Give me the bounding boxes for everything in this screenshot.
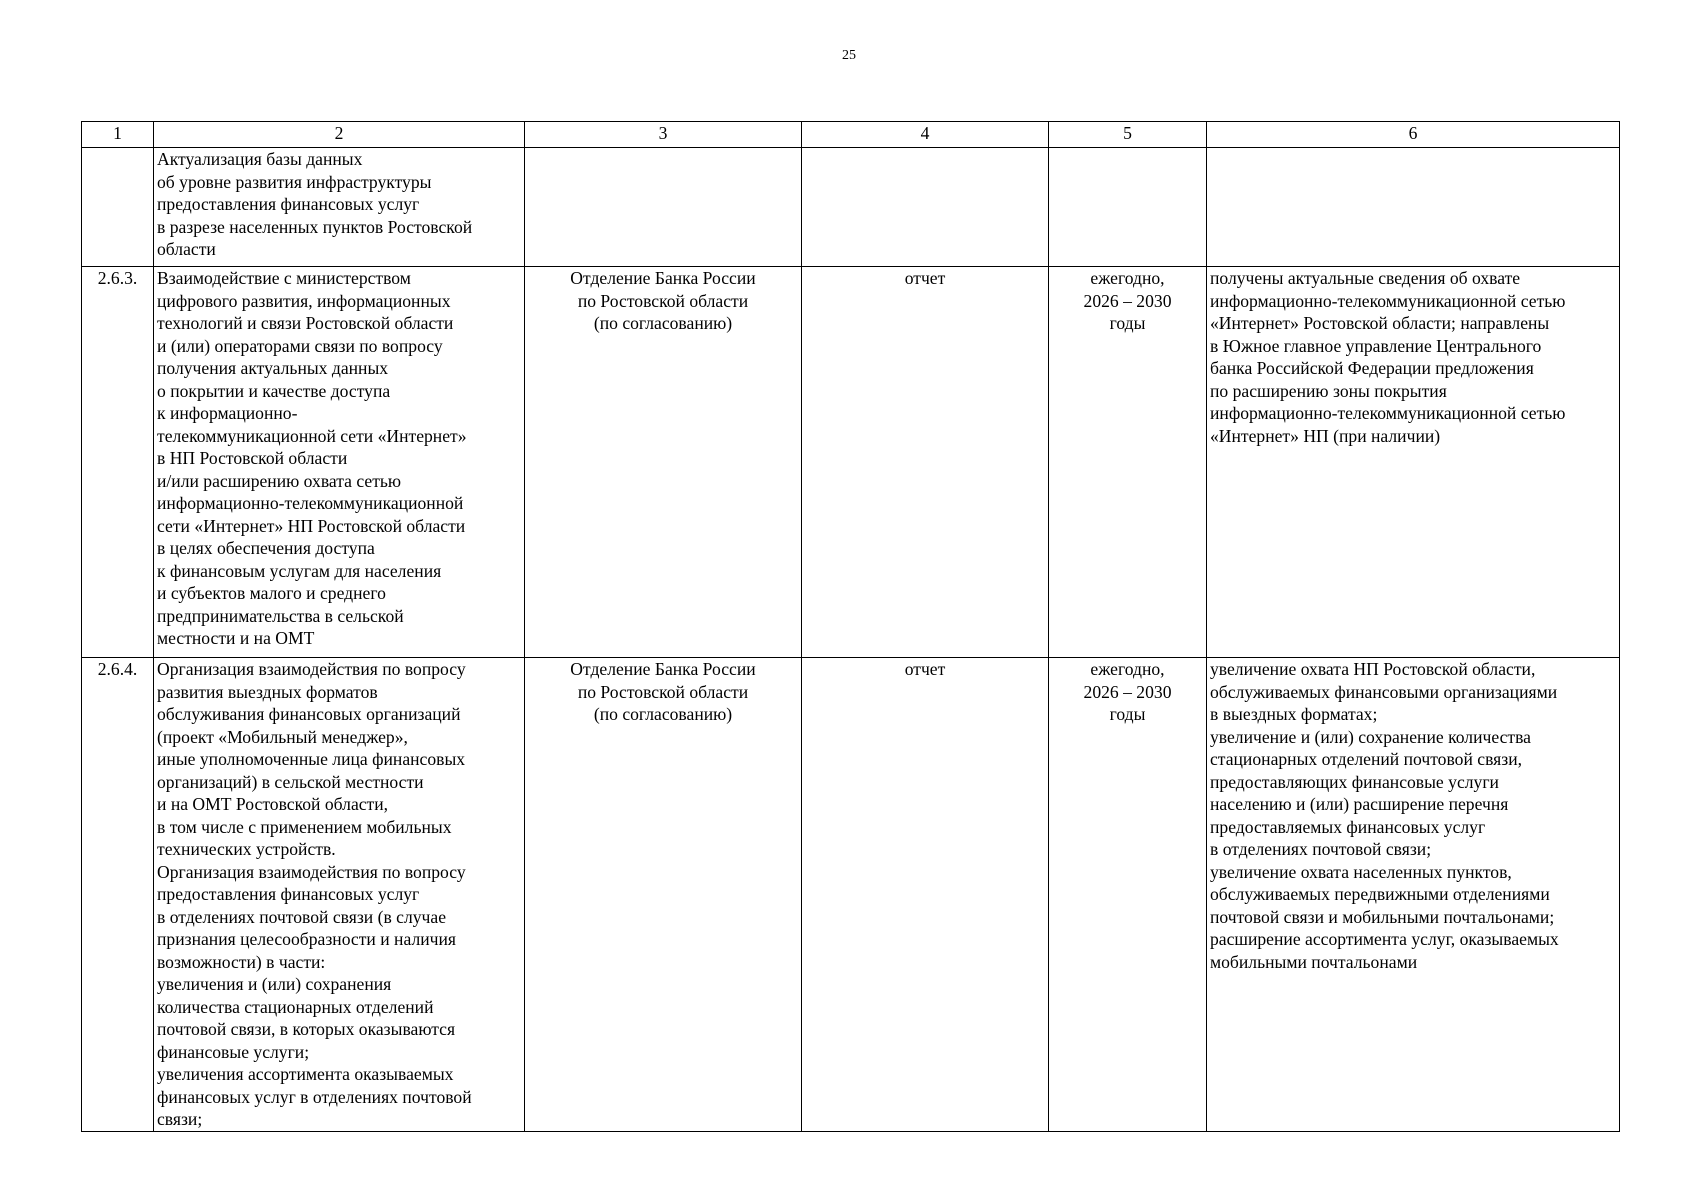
cell-text-line: предоставляющих финансовые услуги xyxy=(1210,771,1499,792)
cell-text-line: местности и на ОМТ xyxy=(157,628,315,648)
document-cell: отчет xyxy=(802,658,1049,1132)
cell-text-line: по Ростовской области xyxy=(577,290,749,311)
cell-text-line: «Интернет» НП (при наличии) xyxy=(1210,425,1441,446)
cell-text-line: банка Российской Федерации предложения xyxy=(1210,358,1534,378)
cell-text-line: (по согласованию) xyxy=(593,704,733,724)
cell-text-line: цифрового развития, информационных xyxy=(157,290,451,311)
cell-text-line: возможности) в части: xyxy=(157,951,326,972)
cell-text-line: об уровне развития инфраструктуры xyxy=(157,171,432,192)
header-cell: 3 xyxy=(525,122,802,148)
cell-text-line: предоставляемых финансовых услуг xyxy=(1210,816,1486,837)
cell-text-line: «Интернет» Ростовской области; направлены xyxy=(1210,313,1550,333)
cell-text-line: в целях обеспечения доступа xyxy=(157,538,375,558)
header-cell: 4 xyxy=(802,122,1049,148)
cell-text-line: к информационно- xyxy=(157,403,298,423)
cell-text-line: получены актуальные сведения об охвате xyxy=(1210,268,1521,288)
cell-text-line: Организация взаимодействия по вопросу xyxy=(157,659,466,679)
cell-text-line: увеличение и (или) сохранение количества xyxy=(1210,726,1531,747)
cell-text-line: технических устройств. xyxy=(157,839,336,859)
table-header-row xyxy=(82,122,1620,148)
row-number-cell: 2.6.4. xyxy=(82,658,154,1132)
cell-text-line: ежегодно, xyxy=(1090,268,1165,288)
page-number: 25 xyxy=(842,48,856,63)
cell-text-line: годы xyxy=(1109,313,1146,333)
header-cell: 1 xyxy=(82,122,154,148)
cell-text-line: связи; xyxy=(157,1109,203,1129)
description-cell xyxy=(154,148,525,267)
cell-text-line: населению и (или) расширение перечня xyxy=(1210,794,1509,814)
header-cell: 5 xyxy=(1049,122,1207,148)
cell-text-line: получения актуальных данных xyxy=(157,358,389,378)
cell-text-line: иные уполномоченные лица финансовых xyxy=(157,749,466,769)
cell-text-line: в выездных форматах; xyxy=(1210,704,1378,724)
description-cell xyxy=(154,658,525,1132)
cell-text-line: и субъектов малого и среднего xyxy=(157,583,386,603)
cell-text-line: информационно-телекоммуникационной xyxy=(157,493,464,513)
cell-text-line: количества стационарных отделений xyxy=(157,996,434,1017)
cell-text-line: увеличения и (или) сохранения xyxy=(157,974,392,994)
cell-text-line: 2026 – 2030 xyxy=(1083,290,1172,311)
term-cell xyxy=(1049,148,1207,267)
cell-text-line: увеличения ассортимента оказываемых xyxy=(157,1064,454,1084)
result-cell xyxy=(1207,658,1620,1132)
cell-text-line: и на ОМТ Ростовской области, xyxy=(157,794,389,814)
row-number-cell xyxy=(82,148,154,267)
cell-text-line: предоставления финансовых услуг xyxy=(157,884,420,904)
result-cell xyxy=(1207,267,1620,658)
cell-text-line: увеличение охвата НП Ростовской области, xyxy=(1210,659,1536,679)
cell-text-line: финансовые услуги; xyxy=(157,1041,310,1062)
cell-text-line: (по согласованию) xyxy=(593,313,733,333)
header-cell: 6 xyxy=(1207,122,1620,148)
cell-text-line: обслуживания финансовых организаций xyxy=(157,704,461,724)
cell-text-line: Отделение Банка России xyxy=(570,659,756,679)
cell-text-line: расширение ассортимента услуг, оказываемых xyxy=(1210,929,1559,949)
cell-text-line: телекоммуникационной сети «Интернет» xyxy=(157,425,467,446)
cell-text-line: информационно-телекоммуникационной сетью xyxy=(1210,403,1566,423)
executor-cell xyxy=(525,267,802,658)
cell-text-line: увеличение охвата населенных пунктов, xyxy=(1210,861,1512,882)
cell-text-line: в НП Ростовской области xyxy=(157,448,348,468)
cell-text-line: Актуализация базы данных xyxy=(157,149,363,169)
cell-text-line: в разрезе населенных пунктов Ростовской xyxy=(157,216,473,237)
cell-text-line: области xyxy=(157,239,216,259)
cell-text-line: к финансовым услугам для населения xyxy=(157,560,442,581)
description-cell xyxy=(154,267,525,658)
cell-text-line: о покрытии и качестве доступа xyxy=(157,380,391,401)
cell-text-line: в Южное главное управление Центрального xyxy=(1210,335,1542,356)
cell-text-line: обслуживаемых финансовыми организациями xyxy=(1210,681,1558,702)
cell-text-line: ежегодно, xyxy=(1090,659,1165,679)
cell-text-line: предоставления финансовых услуг xyxy=(157,194,420,214)
table-row xyxy=(82,658,1620,1132)
cell-text-line: предпринимательства в сельской xyxy=(157,605,404,626)
executor-cell xyxy=(525,658,802,1132)
cell-text-line: сети «Интернет» НП Ростовской области xyxy=(157,515,466,536)
document-cell: отчет xyxy=(802,267,1049,658)
document-cell xyxy=(802,148,1049,267)
cell-text-line: годы xyxy=(1109,704,1146,724)
cell-text-line: Взаимодействие с министерством xyxy=(157,268,411,288)
term-cell xyxy=(1049,658,1207,1132)
cell-text-line: мобильными почтальонами xyxy=(1210,951,1418,972)
executor-cell xyxy=(525,148,802,267)
table-row xyxy=(82,267,1620,658)
cell-text-line: стационарных отделений почтовой связи, xyxy=(1210,749,1523,769)
cell-text-line: по расширению зоны покрытия xyxy=(1210,380,1447,401)
cell-text-line: почтовой связи, в которых оказываются xyxy=(157,1019,456,1039)
cell-text-line: Организация взаимодействия по вопросу xyxy=(157,861,466,882)
cell-text-line: технологий и связи Ростовской области xyxy=(157,313,454,333)
cell-text-line: организаций) в сельской местности xyxy=(157,771,424,792)
cell-text-line: признания целесообразности и наличия xyxy=(157,929,456,949)
cell-text-line: в том числе с применением мобильных xyxy=(157,816,452,837)
cell-text-line: финансовых услуг в отделениях почтовой xyxy=(157,1086,472,1107)
result-cell xyxy=(1207,148,1620,267)
cell-text-line: (проект «Мобильный менеджер», xyxy=(157,726,408,747)
cell-text-line: и/или расширению охвата сетью xyxy=(157,470,402,491)
measures-table xyxy=(81,121,1620,1132)
cell-text-line: обслуживаемых передвижными отделениями xyxy=(1210,884,1550,904)
cell-text-line: информационно-телекоммуникационной сетью xyxy=(1210,290,1566,311)
cell-text-line: Отделение Банка России xyxy=(570,268,756,288)
cell-text-line: и (или) операторами связи по вопросу xyxy=(157,335,443,356)
cell-text-line: 2026 – 2030 xyxy=(1083,681,1172,702)
cell-text-line: по Ростовской области xyxy=(577,681,749,702)
table-row xyxy=(82,148,1620,267)
term-cell xyxy=(1049,267,1207,658)
header-cell: 2 xyxy=(154,122,525,148)
cell-text-line: почтовой связи и мобильными почтальонами; xyxy=(1210,906,1555,927)
cell-text-line: в отделениях почтовой связи (в случае xyxy=(157,906,447,927)
row-number-cell: 2.6.3. xyxy=(82,267,154,658)
cell-text-line: в отделениях почтовой связи; xyxy=(1210,839,1432,859)
cell-text-line: развития выездных форматов xyxy=(157,681,378,702)
